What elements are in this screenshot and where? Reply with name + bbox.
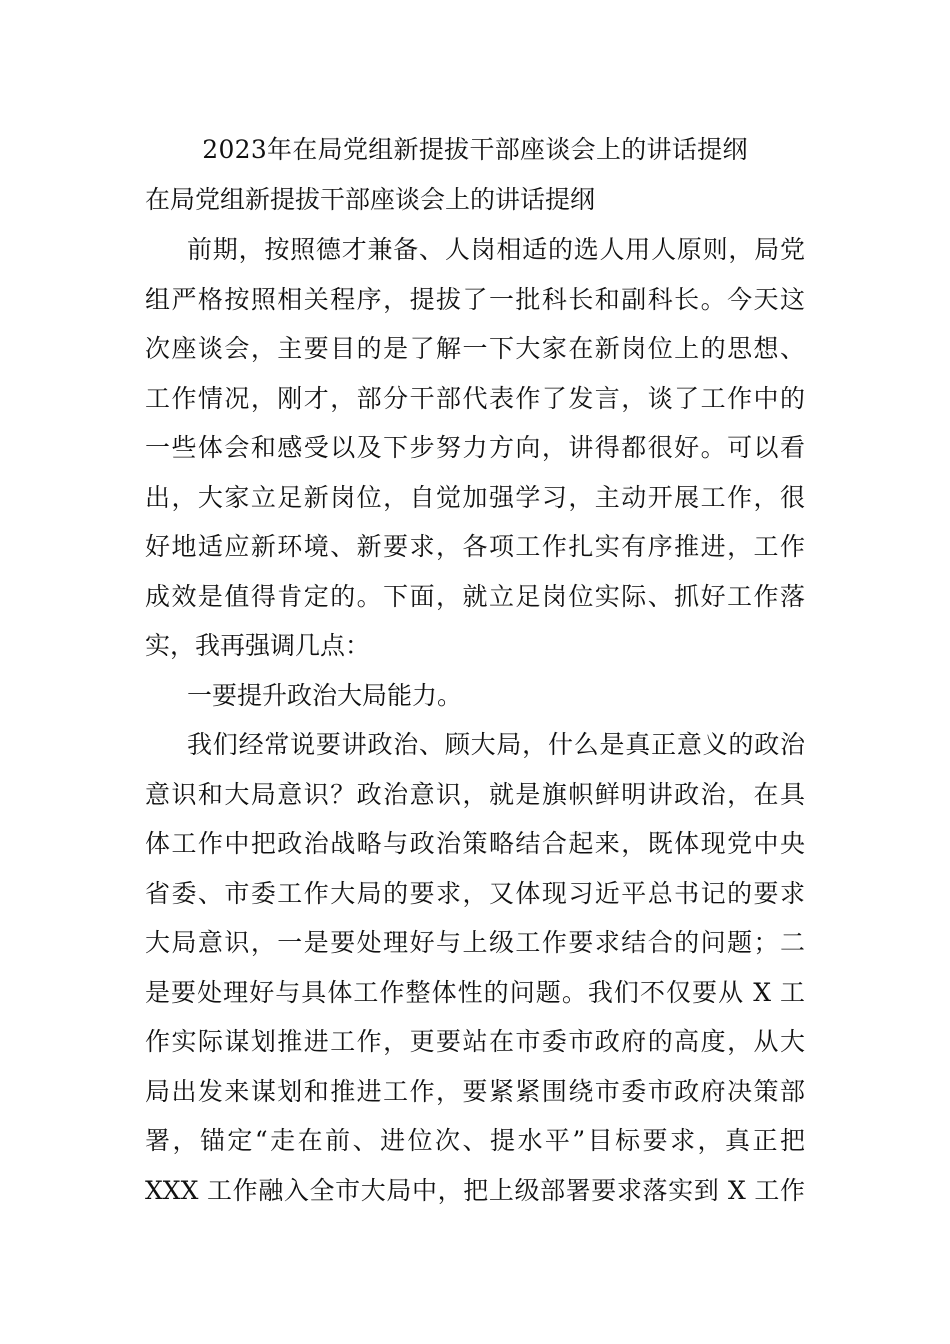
- text-line: 成效是值得肯定的。下面，就立足岗位实际、抓好工作落: [145, 581, 805, 611]
- text-line: 出，大家立足新岗位，自觉加强学习，主动开展工作，很: [145, 482, 805, 512]
- text-line: 省委、市委工作大局的要求，又体现习近平总书记的要求: [145, 878, 805, 908]
- text-line: 次座谈会，主要目的是了解一下大家在新岗位上的思想、: [145, 334, 805, 363]
- text-line: 作实际谋划推进工作，更要站在市委市政府的高度，从大: [145, 1027, 805, 1056]
- text-line: 一些体会和感受以及下步努力方向，讲得都很好。可以看: [145, 433, 805, 462]
- text-line: 署，锚定“走在前、进位次、提水平”目标要求，真正把: [145, 1126, 805, 1155]
- document-title: 2023年在局党组新提拔干部座谈会上的讲话提纲: [202, 135, 748, 164]
- text-line: XXX 工作融入全市大局中，把上级部署要求落实到 X 工作: [145, 1175, 805, 1205]
- text-line: 局出发来谋划和推进工作，要紧紧围绕市委市政府决策部: [145, 1076, 805, 1106]
- section-heading: 一要提升政治大局能力。: [187, 680, 463, 710]
- text-line: 实，我再强调几点：: [145, 631, 371, 660]
- document-body: [145, 230, 805, 1220]
- text-line: 组严格按照相关程序，提拔了一批科长和副科长。今天这: [145, 284, 805, 314]
- document-subtitle: 在局党组新提拔干部座谈会上的讲话提纲: [145, 185, 596, 214]
- text-line: 意识和大局意识？政治意识，就是旗帜鲜明讲政治，在具: [145, 779, 805, 809]
- text-line: 是要处理好与具体工作整体性的问题。我们不仅要从 X 工: [145, 977, 805, 1007]
- text-line: 前期，按照德才兼备、人岗相适的选人用人原则，局党: [187, 235, 805, 264]
- text-line: 工作情况，刚才，部分干部代表作了发言，谈了工作中的: [145, 383, 805, 413]
- text-line: 大局意识，一是要处理好与上级工作要求结合的问题；二: [145, 928, 805, 957]
- text-line: 我们经常说要讲政治、顾大局，什么是真正意义的政治: [187, 730, 805, 759]
- text-line: 好地适应新环境、新要求，各项工作扎实有序推进，工作: [145, 532, 805, 561]
- text-line: 体工作中把政治战略与政治策略结合起来，既体现党中央: [145, 829, 805, 858]
